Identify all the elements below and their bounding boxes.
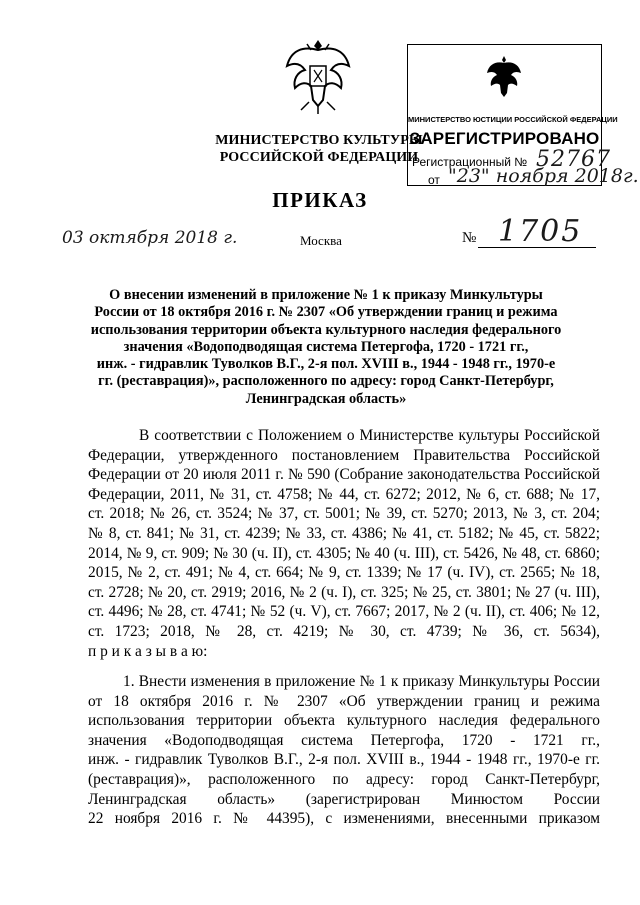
paragraph-line: ст. 4496; № 28, ст. 4741; № 52 (ч. V), ст. 7667; 2017, № 2 (ч. II), ст. 406; № 12, — [88, 603, 600, 621]
paragraph-line: В соответствии с Положением о Министерстве культуры Российской — [139, 427, 600, 444]
order-number: 1705 — [498, 214, 583, 249]
paragraph-line: использования территории объекта культурного наследия федерального — [88, 712, 600, 730]
stamp-reg-number-label: Регистрационный № — [412, 155, 528, 169]
stamp-ministry-name: МИНИСТЕРСТВО ЮСТИЦИИ РОССИЙСКОЙ ФЕДЕРАЦИИ — [408, 115, 618, 124]
paragraph-line: 1. Внести изменения в приложение № 1 к приказу Минкультуры России — [123, 673, 600, 690]
document-title: ПРИКАЗ — [272, 188, 368, 212]
heading-line: инж. - гидравлик Туволков В.Г., 2-я пол. XVIII в., 1944 - 1948 гг., 1970-е — [96, 356, 556, 373]
paragraph-preamble — [88, 426, 600, 661]
heading-line: значения «Водоподводящая система Петергофа, 1720 - 1721 гг., — [123, 338, 529, 355]
paragraph-item-1 — [88, 672, 600, 829]
paragraph-line: Федерации, утвержденного постановлением Правительства Российской — [88, 446, 600, 464]
stamp-date-prefix: от — [428, 173, 440, 187]
paragraph-line: 2014, № 9, ст. 909; № 30 (ч. II), ст. 4305; № 40 (ч. III), ст. 5426, № 48, ст. 6860; — [88, 544, 600, 562]
paragraph-line: ст. 2728; № 20, ст. 2919; 2016, № 2 (ч. I), ст. 325; № 25, ст. 3801; № 27 (ч. III), — [88, 583, 600, 601]
ministry-line-2: РОССИЙСКОЙ ФЕДЕРАЦИИ — [219, 150, 419, 165]
order-number-label: № — [462, 230, 477, 246]
paragraph-line: от 18 октября 2016 г. № 2307 «Об утверждении границ и режима — [88, 692, 600, 710]
paragraph-line: (реставрация)», расположенного по адресу: город Санкт-Петербург, — [88, 770, 600, 788]
stamp-date: "23" ноября 2018г. — [448, 165, 639, 187]
paragraph-line: инж. - гидравлик Туволков В.Г., 2-я пол. XVIII в., 1944 - 1948 гг., 1970-е гг. — [88, 751, 600, 769]
ministry-line-1: МИНИСТЕРСТВО КУЛЬТУРЫ — [215, 133, 423, 148]
paragraph-line: Федерации от 20 июля 2011 г. № 590 (Собрание законодательства Российской — [88, 466, 600, 484]
heading-line: использования территории объекта культурного наследия федерального — [90, 321, 562, 338]
coat-of-arms-emblem — [283, 36, 353, 116]
order-city: Москва — [300, 233, 342, 248]
heading-line: Ленинградская область» — [245, 390, 407, 407]
stamp-registered: ЗАРЕГИСТРИРОВАНО — [409, 129, 600, 148]
order-heading — [78, 287, 574, 408]
order-date: 03 октября 2018 г. — [62, 228, 238, 248]
paragraph-line: Ленинградская область» (зарегистрирован Минюстом России — [88, 790, 600, 808]
ministry-name — [214, 132, 424, 166]
heading-line: гг. (реставрация)», расположенного по адресу: город Санкт-Петербург, — [98, 373, 554, 390]
paragraph-line: 22 ноября 2016 г. № 44395), с изменениями, внесенными приказом — [88, 810, 600, 828]
paragraph-line: 2015, № 2, ст. 491; № 4, ст. 664; № 9, ст. 1339; № 17 (ч. IV), ст. 2565; № 18, — [88, 564, 600, 582]
paragraph-line: Федерации, 2011, № 31, ст. 4758; № 44, ст. 6272; 2012, № 6, ст. 688; № 17, — [88, 485, 600, 503]
paragraph-line: ст. 2018; № 26, ст. 3524; № 37, ст. 5001; № 39, ст. 5270; 2013, № 3, ст. 204; — [88, 505, 600, 523]
paragraph-line: значения «Водоподводящая система Петергофа, 1720 - 1721 гг., — [88, 731, 600, 749]
heading-line: России от 18 октября 2016 г. № 2307 «Об утверждении границ и режима — [94, 304, 558, 321]
stamp-reg-number: 52767 — [536, 147, 611, 172]
paragraph-line: п р и к а з ы в а ю: — [88, 642, 208, 660]
paragraph-line: ст. 1723; 2018, № 28, ст. 4219; № 30, ст. 4739; № 36, ст. 5634), — [88, 622, 600, 640]
registration-stamp — [407, 44, 639, 187]
stamp-coat-of-arms-icon — [484, 55, 524, 101]
heading-line: О внесении изменений в приложение № 1 к приказу Минкультуры — [109, 287, 543, 303]
paragraph-line: № 8, ст. 841; № 31, ст. 4239; № 33, ст. 4386; № 41, ст. 5182; № 45, ст. 5822; — [88, 524, 600, 542]
